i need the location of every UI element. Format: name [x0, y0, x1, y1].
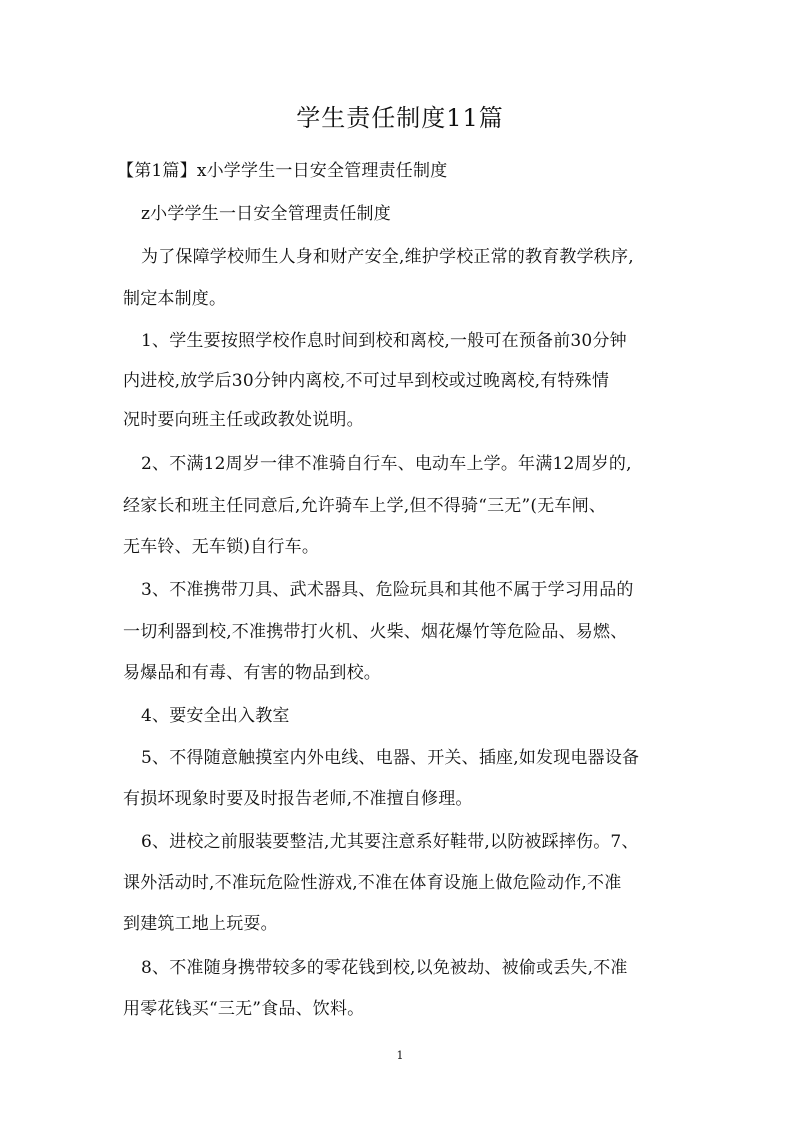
paragraph-line: 况时要向班主任或政教处说明。 [123, 410, 364, 430]
paragraph-line: 3、不准携带刀具、武术器具、危险玩具和其他不属于学习用品的 [141, 580, 634, 600]
paragraph-line: 2、不满12周岁一律不准骑自行车、电动车上学。年满12周岁的, [141, 454, 632, 474]
paragraph-line: 有损坏现象时要及时报告老师,不准擅自修理。 [123, 789, 473, 809]
paragraph-line: 课外活动时,不准玩危险性游戏,不准在体育设施上做危险动作,不准 [123, 873, 622, 893]
document-title: 学生责任制度11篇 [296, 104, 504, 132]
paragraph-line: 无车铃、无车锁)自行车。 [123, 537, 320, 557]
paragraph-line: 易爆品和有毒、有害的物品到校。 [123, 663, 381, 683]
paragraph-line: 6、进校之前服装要整洁,尤其要注意系好鞋带,以防被踩摔伤。7、 [141, 832, 639, 852]
paragraph-line: 用零花钱买“三无”食品、饮料。 [123, 999, 365, 1019]
paragraph-line: 到建筑工地上玩耍。 [123, 914, 278, 934]
page-number: 1 [396, 1049, 404, 1062]
paragraph-line: 经家长和班主任同意后,允许骑车上学,但不得骑“三无”(无车闸、 [123, 496, 607, 516]
paragraph-line: 制定本制度。 [123, 289, 227, 309]
paragraph-line: 一切利器到校,不准携带打火机、火柴、烟花爆竹等危险品、易燃、 [123, 622, 628, 642]
paragraph-line: 5、不得随意触摸室内外电线、电器、开关、插座,如发现电器设备 [141, 748, 640, 768]
paragraph-line: 1、学生要按照学校作息时间到校和离校,一般可在预备前30分钟 [141, 331, 627, 351]
paragraph-line: 8、不准随身携带较多的零花钱到校,以免被劫、被偷或丢失,不准 [141, 958, 628, 978]
subtitle-line: z小学学生一日安全管理责任制度 [141, 204, 391, 224]
section-heading: 【第1篇】x小学学生一日安全管理责任制度 [117, 161, 448, 181]
paragraph-line: 4、要安全出入教室 [141, 706, 290, 726]
paragraph-line: 内进校,放学后30分钟内离校,不可过早到校或过晚离校,有特殊情 [123, 371, 610, 391]
paragraph-line: 为了保障学校师生人身和财产安全,维护学校正常的教育教学秩序, [141, 247, 634, 267]
